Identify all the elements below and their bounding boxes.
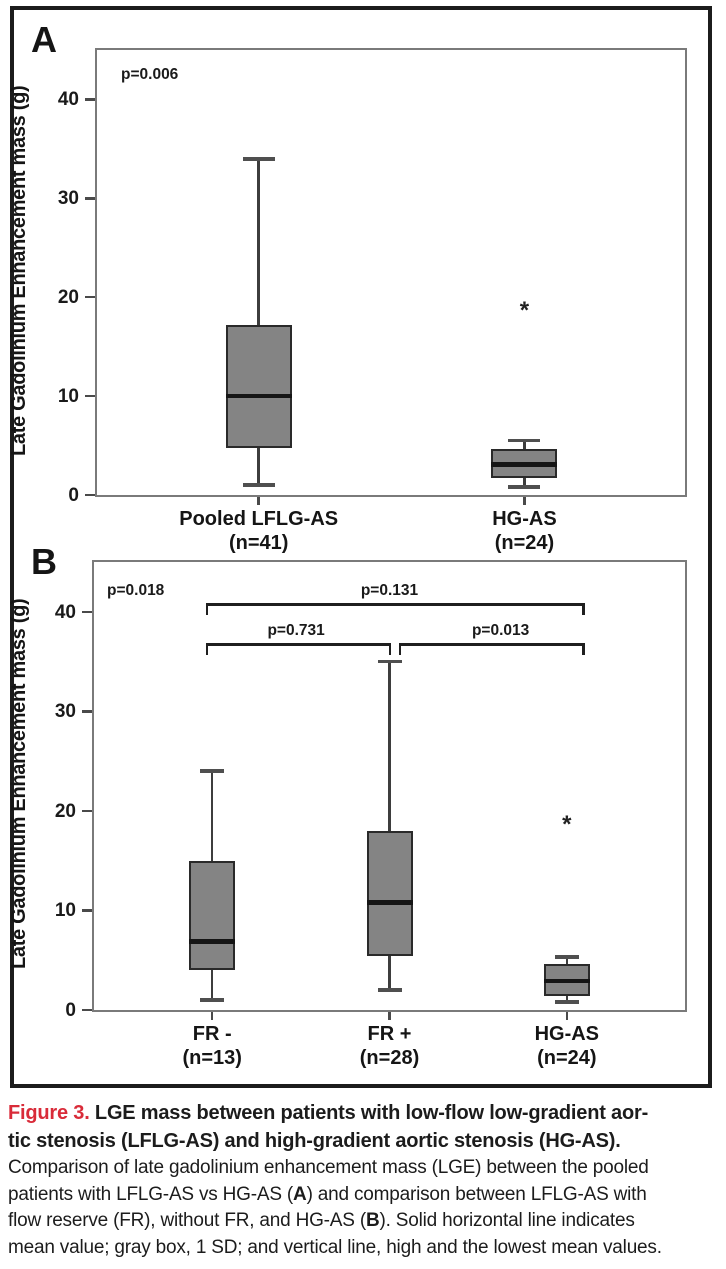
y-tick-label: 30: [57, 188, 79, 210]
whisker-cap-high: [555, 955, 579, 959]
group-n: (n=13): [182, 1047, 242, 1069]
y-tick-label: 10: [57, 386, 79, 408]
y-tick-mark: [85, 494, 95, 497]
y-tick-mark: [85, 197, 95, 200]
y-tick-label: 40: [54, 601, 76, 623]
caption-text: B: [365, 1210, 380, 1231]
bracket-end-tick: [582, 603, 585, 615]
bracket-p-value: p=0.731: [267, 622, 325, 639]
bracket-end-tick: [399, 643, 402, 655]
group-name: Pooled LFLG-AS: [179, 508, 339, 530]
panel-b-plot: [54, 560, 687, 1069]
y-tick-label: 0: [68, 485, 79, 506]
bracket-line: [206, 643, 392, 646]
whisker-cap-low: [200, 998, 224, 1002]
whisker-cap-high: [378, 660, 402, 664]
group-name: HG-AS: [492, 508, 557, 530]
whisker-cap-low: [508, 485, 540, 489]
whisker-cap-low: [555, 1000, 579, 1004]
y-tick-mark: [85, 395, 95, 398]
whisker-cap-low: [378, 988, 402, 992]
group-n: (n=28): [359, 1047, 420, 1069]
x-group-label: [414, 507, 634, 555]
median-line: [491, 462, 557, 467]
outlier-marker: *: [562, 810, 572, 838]
caption-text: ) and comparison between LFLG-AS with: [306, 1183, 647, 1205]
group-n: (n=24): [537, 1047, 597, 1069]
bracket-line: [399, 643, 585, 646]
median-line: [544, 979, 590, 984]
bracket-end-tick: [389, 643, 392, 655]
group-name: FR +: [367, 1023, 412, 1045]
y-tick-label: 0: [65, 1000, 76, 1021]
x-tick-mark: [388, 1012, 391, 1020]
bracket-end-tick: [206, 643, 209, 655]
median-line: [189, 939, 235, 944]
box: [367, 831, 413, 956]
x-tick-mark: [257, 497, 260, 505]
y-tick-mark: [82, 810, 92, 813]
caption-text: mean value; gray box, 1 SD; and vertical line, high and the lowest mean values.: [8, 1236, 662, 1258]
caption-figure-number: Figure 3.: [8, 1102, 95, 1124]
bracket-line: [206, 603, 585, 606]
x-group-label: [149, 507, 369, 555]
whisker-cap-high: [243, 157, 275, 161]
bracket-p-value: p=0.131: [360, 582, 419, 599]
caption-text: patients with LFLG-AS vs HG-AS (: [8, 1183, 294, 1205]
median-line: [226, 394, 292, 399]
y-tick-mark: [85, 296, 95, 299]
p-value-annotation: p=0.006: [121, 66, 179, 83]
bracket-p-value: p=0.013: [471, 622, 530, 639]
whisker-cap-high: [200, 769, 224, 773]
figure-caption: [8, 1100, 722, 1261]
box: [189, 861, 235, 971]
whisker-cap-high: [508, 439, 540, 443]
panel-b-label: B: [31, 541, 57, 582]
x-tick-mark: [523, 497, 526, 505]
outlier-marker: *: [519, 297, 530, 325]
y-tick-mark: [82, 710, 92, 713]
bracket-end-tick: [582, 643, 585, 655]
y-tick-label: 40: [57, 89, 79, 111]
x-tick-mark: [566, 1012, 569, 1020]
y-tick-mark: [85, 98, 95, 101]
y-tick-label: 30: [54, 701, 76, 723]
panel-a-plot: [57, 48, 687, 554]
y-tick-mark: [82, 909, 92, 912]
caption-line: [8, 1100, 722, 1128]
caption-line: [8, 1235, 722, 1262]
caption-line: [8, 1128, 722, 1156]
y-tick-mark: [82, 611, 92, 614]
y-tick-label: 20: [54, 800, 76, 822]
panel-a-label: A: [31, 19, 57, 60]
caption-text: LGE mass between patients with low-flow low-gradient aor-: [94, 1102, 649, 1124]
caption-text: flow reserve (FR), without FR, and HG-AS (: [8, 1210, 366, 1231]
median-line: [367, 900, 413, 905]
caption-line: [8, 1182, 722, 1209]
group-n: (n=24): [494, 532, 555, 554]
panel-b-y-axis-label: Late Gadolinium Enhancement mass (g): [8, 598, 30, 970]
caption-line: [8, 1155, 722, 1182]
caption-text: A: [293, 1183, 307, 1205]
p-value-annotation: p=0.018: [107, 582, 165, 599]
panel-a-y-axis-label: Late Gadolinium Enhancement mass (g): [8, 85, 30, 456]
caption-text: Comparison of late gadolinium enhancement mass (LGE) between the pooled: [8, 1157, 649, 1178]
caption-line: [8, 1208, 722, 1235]
caption-text: tic stenosis (LFLG-AS) and high-gradient aortic stenosis (HG-AS).: [8, 1129, 621, 1152]
y-tick-mark: [82, 1009, 92, 1012]
group-name: FR -: [192, 1023, 232, 1045]
box: [226, 325, 292, 448]
caption-text: ). Solid horizontal line indicates: [379, 1210, 635, 1231]
x-tick-mark: [211, 1012, 214, 1020]
x-group-label: [457, 1022, 677, 1070]
group-name: HG-AS: [534, 1023, 600, 1045]
group-n: (n=41): [228, 532, 289, 554]
y-tick-label: 20: [57, 287, 79, 309]
y-tick-label: 10: [54, 900, 76, 922]
whisker-cap-low: [243, 483, 275, 487]
bracket-end-tick: [206, 603, 209, 615]
